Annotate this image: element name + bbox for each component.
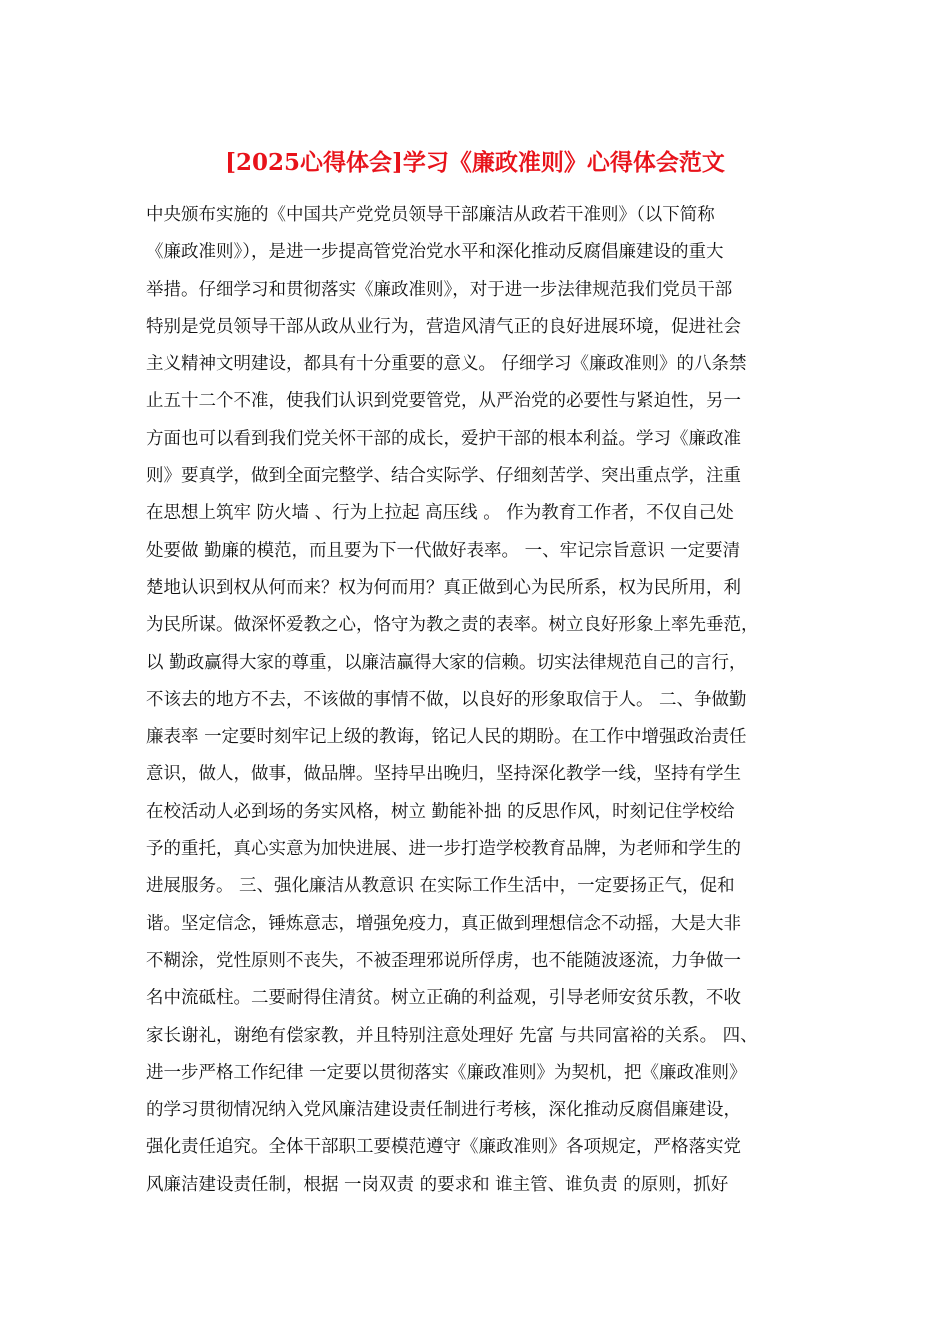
body-text-line: 意识，做人，做事，做品牌。坚持早出晚归，坚持深化教学一线，坚持有学生 [146,764,741,785]
body-text-line: 不该去的地方不去，不该做的事情不做，以良好的形象取信于人。 二、争做勤 [146,689,747,710]
body-text-line: 以 勤政赢得大家的尊重，以廉洁赢得大家的信赖。切实法律规范自己的言行， [146,652,747,673]
body-text-line: 特别是党员领导干部从政从业行为，营造风清气正的良好进展环境，促进社会 [146,316,741,337]
body-text-line: 《廉政准则》），是进一步提高管党治党水平和深化推动反腐倡廉建设的重大 [146,242,724,263]
body-text-line: 进一步严格工作纪律 一定要以贯彻落实《廉政准则》为契机，把《廉政准则》 [146,1062,747,1083]
body-text-line: 处要做 勤廉的模范，而且要为下一代做好表率。 一、牢记宗旨意识 一定要清 [146,540,741,561]
body-text-line: 风廉洁建设责任制，根据 一岗双责 的要求和 谁主管、谁负责 的原则，抓好 [146,1174,729,1195]
body-text-line: 楚地认识到权从何而来？权为何而用？真正做到心为民所系，权为民所用，利 [146,577,741,598]
body-text-line: 廉表率 一定要时刻牢记上级的教诲，铭记人民的期盼。在工作中增强政治责任 [146,727,747,748]
body-text-line: 予的重托，真心实意为加快进展、进一步打造学校教育品牌，为老师和学生的 [146,839,741,860]
body-text-line: 主义精神文明建设，都具有十分重要的意义。 仔细学习《廉政准则》的八条禁 [146,354,747,375]
body-text-line: 进展服务。 三、强化廉洁从教意识 在实际工作生活中，一定要扬正气，促和 [146,876,735,897]
body-text-line: 的学习贯彻情况纳入党风廉洁建设责任制进行考核，深化推动反腐倡廉建设， [146,1100,741,1121]
body-text-line: 在校活动人必到场的务实风格，树立 勤能补拙 的反思作风，时刻记住学校给 [146,801,735,822]
body-text-line: 则》要真学，做到全面完整学、结合实际学、仔细刻苦学、突出重点学，注重 [146,466,741,487]
body-text-line: 强化责任追究。全体干部职工要模范遵守《廉政准则》各项规定，严格落实党 [146,1137,741,1158]
body-text-line: 为民所谋。做深怀爱教之心，恪守为教之责的表率。树立良好形象上率先垂范， [146,615,759,636]
body-text-line: 在思想上筑牢 防火墙 、行为上拉起 高压线 。 作为教育工作者，不仅自己处 [146,503,734,524]
body-text-line: 中央颁布实施的《中国共产党党员领导干部廉洁从政若干准则》（以下简称 [146,205,715,225]
document-body [146,197,816,1204]
body-text-line: 谐。坚定信念，锤炼意志，增强免疫力，真正做到理想信念不动摇，大是大非 [146,913,741,934]
document-title: [2025心得体会]学习《廉政准则》心得体会范文 [225,149,725,176]
body-text-line: 名中流砥柱。二要耐得住清贫。树立正确的利益观，引导老师安贫乐教，不收 [146,988,741,1009]
body-text-line: 止五十二个不准，使我们认识到党要管党，从严治党的必要性与紧迫性，另一 [146,391,741,412]
body-text-line: 举措。仔细学习和贯彻落实《廉政准则》，对于进一步法律规范我们党员干部 [146,279,733,300]
body-text-line: 方面也可以看到我们党关怀干部的成长，爱护干部的根本利益。学习《廉政准 [146,428,741,449]
body-text-line: 家长谢礼，谢绝有偿家教，并且特别注意处理好 先富 与共同富裕的关系。 四、 [146,1025,758,1046]
body-text-line: 不糊涂，党性原则不丧失，不被歪理邪说所俘虏，也不能随波逐流，力争做一 [146,950,741,971]
